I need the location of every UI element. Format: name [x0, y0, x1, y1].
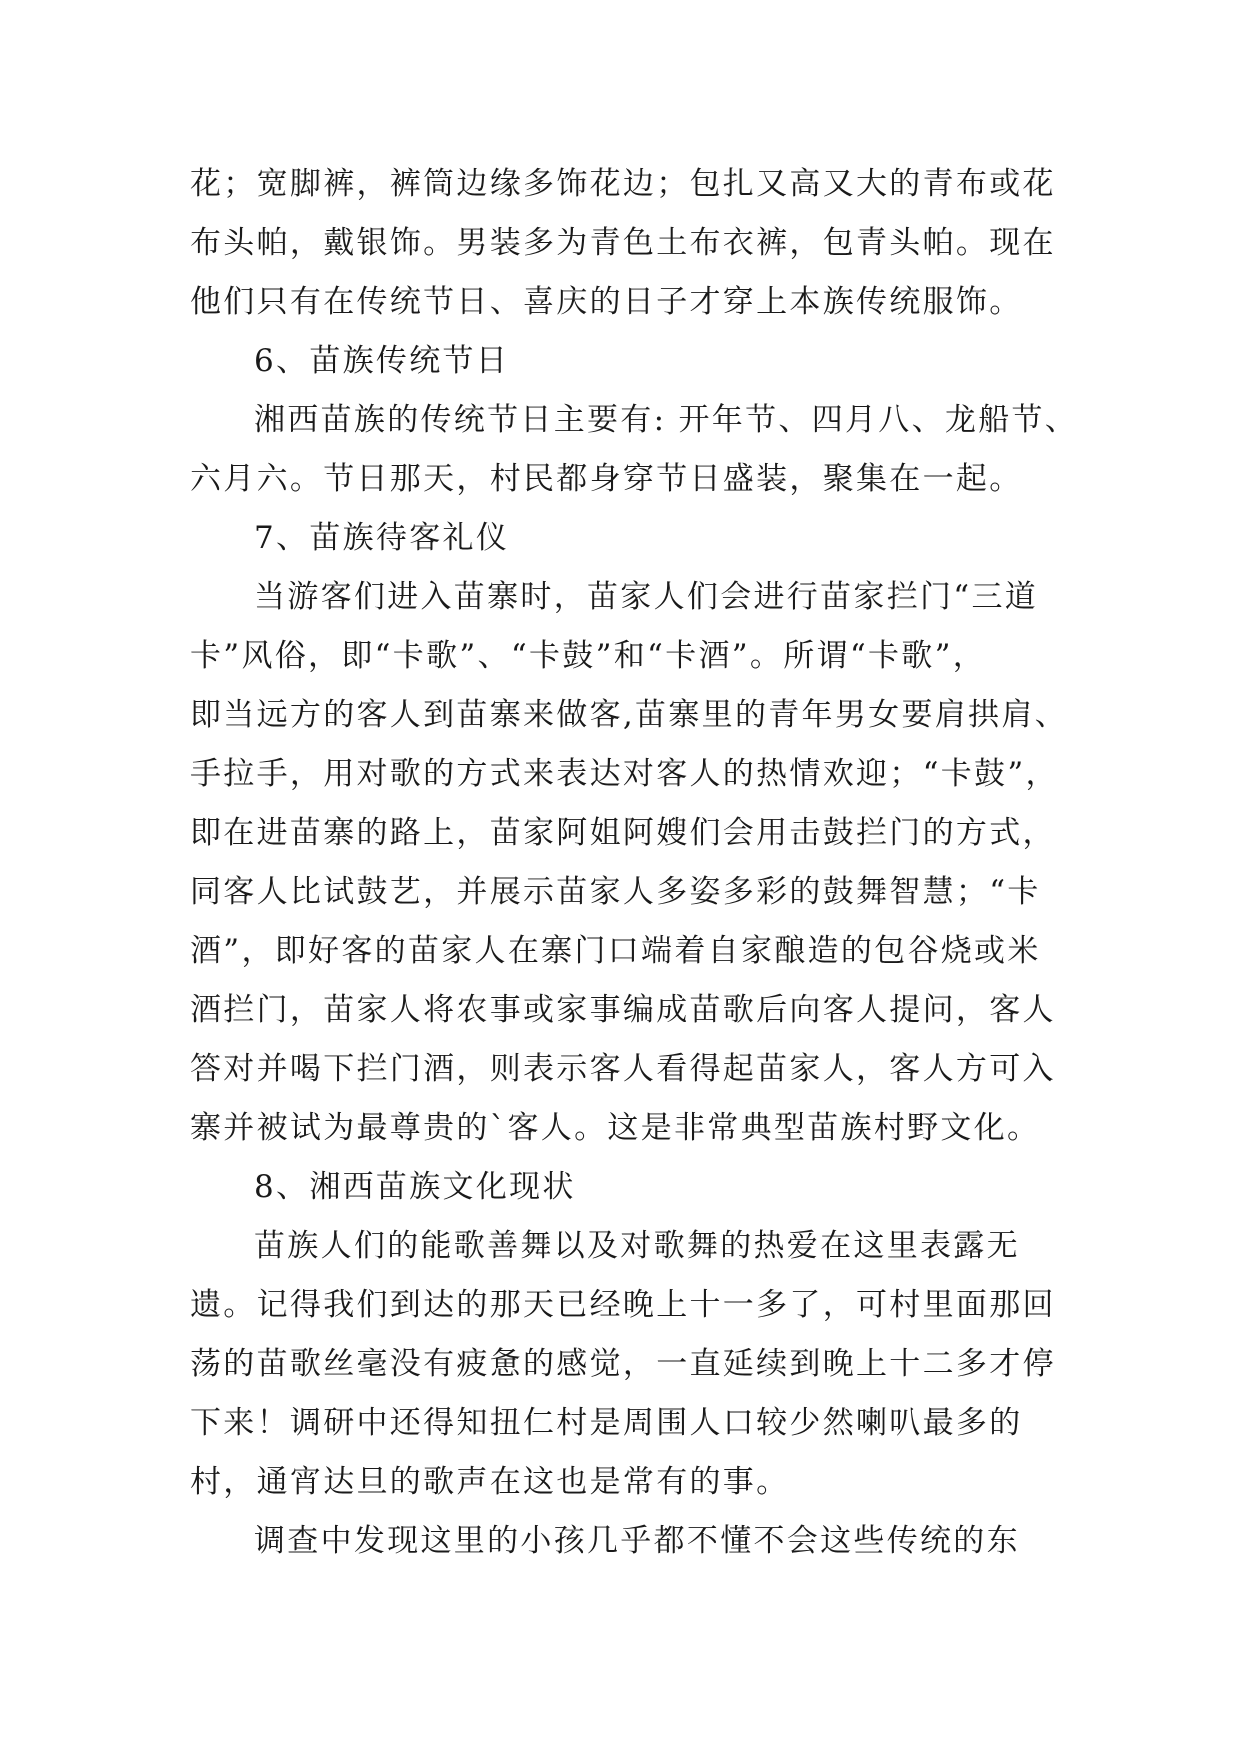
text-line: 酒拦门，苗家人将农事或家事编成苗歌后向客人提问，客人: [190, 992, 1056, 1028]
text-line: 花；宽脚裤，裤筒边缘多饰花边；包扎又高又大的青布或花: [190, 166, 1056, 202]
text-line: 寨并被试为最尊贵的`客人。这是非常典型苗族村野文化。: [190, 1110, 1041, 1146]
text-line: 即当远方的客人到苗寨来做客,苗寨里的青年男女要肩拱肩、: [190, 697, 1068, 733]
text-line: 调查中发现这里的小孩几乎都不懂不会这些传统的东: [254, 1523, 1020, 1559]
text-line: 6、苗族传统节日: [254, 343, 510, 379]
text-line: 即在进苗寨的路上，苗家阿姐阿嫂们会用击鼓拦门的方式，: [190, 815, 1056, 851]
text-line: 村，通宵达旦的歌声在这也是常有的事。: [190, 1464, 790, 1500]
text-line: 手拉手，用对歌的方式来表达对客人的热情欢迎；“卡鼓”，: [190, 756, 1059, 792]
text-line: 布头帕，戴银饰。男装多为青色土布衣裤，包青头帕。现在: [190, 225, 1056, 261]
text-line: 卡”风俗，即“卡歌”、“卡鼓”和“卡酒”。所谓“卡歌”，: [190, 638, 987, 674]
text-line: 答对并喝下拦门酒，则表示客人看得起苗家人，客人方可入: [190, 1051, 1056, 1087]
text-line: 7、苗族待客礼仪: [254, 520, 510, 556]
text-line: 荡的苗歌丝毫没有疲惫的感觉，一直延续到晚上十二多才停: [190, 1346, 1056, 1382]
text-line: 他们只有在传统节日、喜庆的日子才穿上本族传统服饰。: [190, 284, 1023, 320]
text-line: 苗族人们的能歌善舞以及对歌舞的热爱在这里表露无: [254, 1228, 1020, 1264]
text-line: 当游客们进入苗寨时，苗家人们会进行苗家拦门“三道: [254, 579, 1039, 615]
text-line: 酒”，即好客的苗家人在寨门口端着自家酿造的包谷烧或米: [190, 933, 1041, 969]
text-line: 遗。记得我们到达的那天已经晚上十一多了，可村里面那回: [190, 1287, 1056, 1323]
text-line: 六月六。节日那天，村民都身穿节日盛装，聚集在一起。: [190, 461, 1023, 497]
text-line: 8、湘西苗族文化现状: [254, 1169, 576, 1205]
text-line: 下来！调研中还得知扭仁村是周围人口较少然喇叭最多的: [190, 1405, 1023, 1441]
body-text: [190, 155, 1079, 1571]
text-line: 湘西苗族的传统节日主要有: 开年节、四月八、龙船节、: [254, 402, 1079, 438]
text-line: 同客人比试鼓艺，并展示苗家人多姿多彩的鼓舞智慧；“卡: [190, 874, 1041, 910]
